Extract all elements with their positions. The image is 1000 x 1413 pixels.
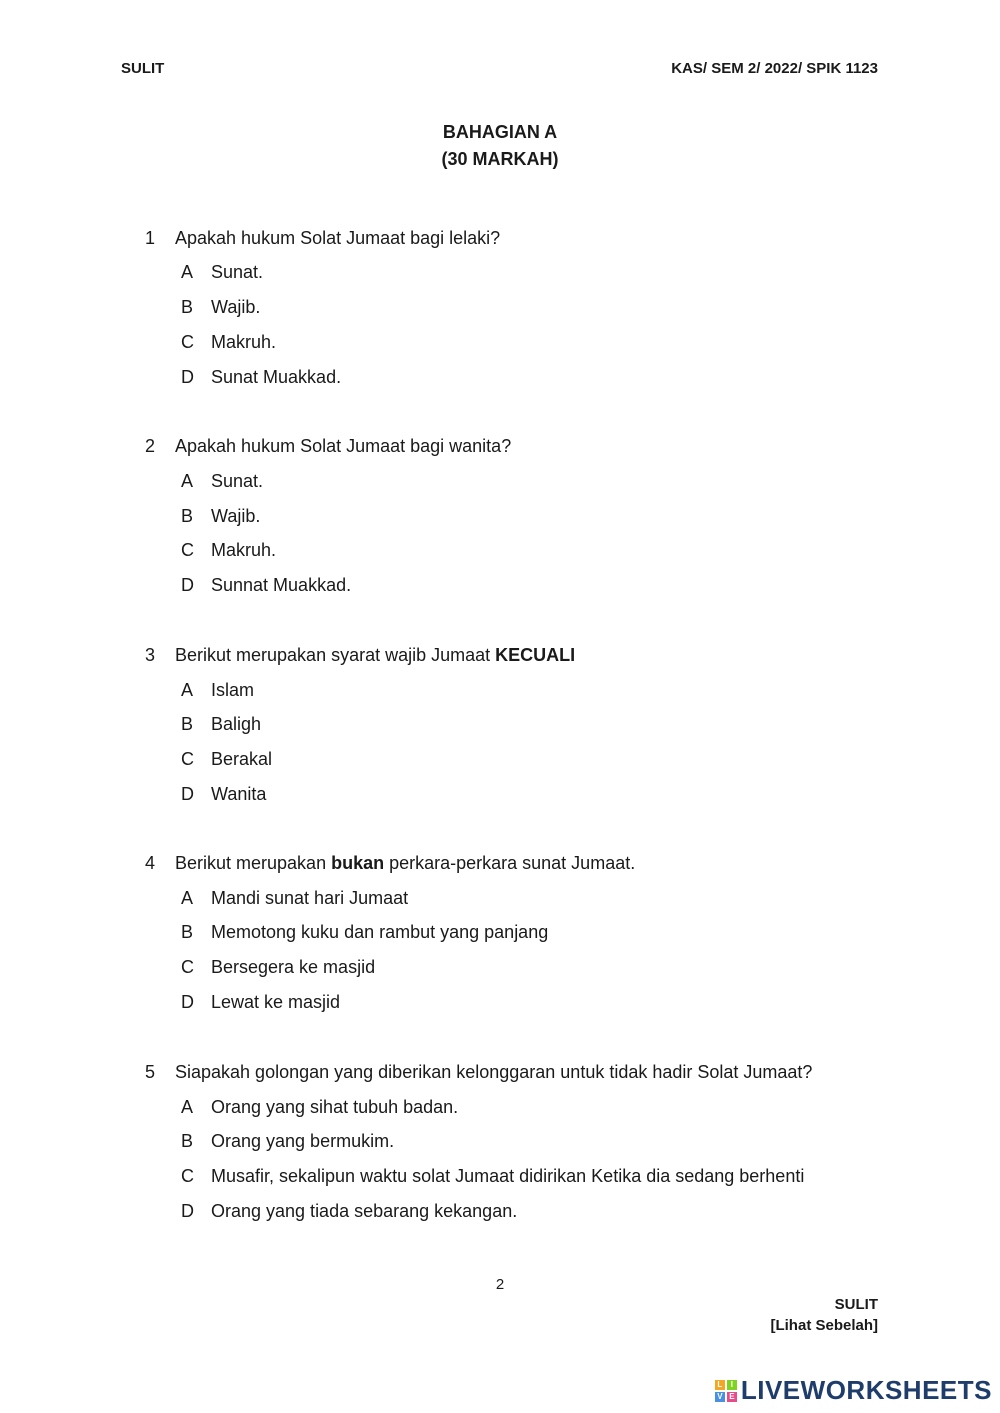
option-letter: B (181, 714, 194, 734)
option-letter: A (181, 888, 194, 908)
liveworksheets-brand[interactable] (715, 1375, 992, 1406)
option-text: Sunnat Muakkad. (211, 575, 352, 595)
option-letter: C (181, 540, 194, 560)
option-text: Sunat. (211, 471, 264, 491)
option-text: Lewat ke masjid (211, 992, 341, 1012)
option-letter: B (181, 1131, 194, 1151)
option-letter: D (181, 1201, 194, 1221)
option-text: Makruh. (211, 540, 277, 560)
option-text: Orang yang bermukim. (211, 1131, 395, 1151)
question-2 (145, 436, 511, 457)
option-text: Islam (211, 680, 255, 700)
question-number: 4 (145, 853, 156, 873)
question-text-end: perkara-perkara sunat Jumaat. (384, 853, 636, 873)
option-text: Wajib. (211, 297, 261, 317)
option-text: Baligh (211, 714, 262, 734)
option-text: Orang yang tiada sebarang kekangan. (211, 1201, 518, 1221)
option-letter: A (181, 1097, 194, 1117)
option-letter: B (181, 506, 194, 526)
brand-text: LIVEWORKSHEETS (740, 1375, 992, 1405)
option-1c[interactable] (181, 332, 276, 353)
footer-sulit: SULIT (834, 1296, 878, 1313)
option-text: Sunat Muakkad. (211, 367, 342, 387)
question-emphasis: KECUALI (495, 645, 576, 665)
option-letter: A (181, 680, 194, 700)
option-5b[interactable] (181, 1131, 394, 1152)
option-text: Musafir, sekalipun waktu solat Jumaat didirikan Ketika dia sedang berhenti (211, 1166, 805, 1186)
option-4a[interactable] (181, 888, 408, 909)
option-5d[interactable] (181, 1201, 517, 1222)
option-text: Berakal (211, 749, 273, 769)
question-number: 3 (145, 645, 156, 665)
option-2a[interactable] (181, 471, 263, 492)
question-number: 5 (145, 1062, 156, 1082)
option-letter: C (181, 1166, 194, 1186)
option-letter: C (181, 957, 194, 977)
option-3b[interactable] (181, 714, 261, 735)
question-3 (145, 645, 575, 666)
option-text: Bersegera ke masjid (211, 957, 376, 977)
option-letter: A (181, 262, 194, 282)
option-letter: A (181, 471, 194, 491)
option-text: Wajib. (211, 506, 261, 526)
option-letter: D (181, 992, 194, 1012)
option-letter: D (181, 367, 194, 387)
question-1 (145, 228, 500, 249)
question-5 (145, 1062, 812, 1083)
question-number: 1 (145, 228, 156, 248)
question-emphasis: bukan (331, 853, 385, 873)
question-text: Apakah hukum Solat Jumaat bagi wanita? (175, 436, 512, 456)
option-3d[interactable] (181, 784, 266, 805)
header-left: SULIT (121, 60, 165, 77)
question-4 (145, 853, 635, 874)
logo-tile: L (715, 1380, 725, 1390)
liveworksheets-logo-icon (715, 1380, 737, 1402)
option-3a[interactable] (181, 680, 254, 701)
question-text: Apakah hukum Solat Jumaat bagi lelaki? (175, 228, 501, 248)
logo-tile: E (727, 1392, 737, 1402)
question-text: Berikut merupakan syarat wajib Jumaat (175, 645, 496, 665)
logo-tile: I (727, 1380, 737, 1390)
option-2b[interactable] (181, 506, 260, 527)
option-5a[interactable] (181, 1097, 458, 1118)
option-letter: B (181, 297, 194, 317)
option-text: Mandi sunat hari Jumaat (211, 888, 409, 908)
option-letter: D (181, 784, 194, 804)
option-text: Memotong kuku dan rambut yang panjang (211, 922, 549, 942)
option-2d[interactable] (181, 575, 351, 596)
question-number: 2 (145, 436, 156, 456)
option-4d[interactable] (181, 992, 340, 1013)
question-text: Berikut merupakan (175, 853, 332, 873)
option-3c[interactable] (181, 749, 272, 770)
page-number: 2 (495, 1276, 505, 1293)
option-text: Makruh. (211, 332, 277, 352)
option-4b[interactable] (181, 922, 548, 943)
option-letter: B (181, 922, 194, 942)
option-letter: C (181, 332, 194, 352)
option-2c[interactable] (181, 540, 276, 561)
header-right: KAS/ SEM 2/ 2022/ SPIK 1123 (671, 60, 878, 77)
section-title: BAHAGIAN A (442, 122, 558, 142)
option-5c[interactable] (181, 1166, 804, 1187)
option-text: Orang yang sihat tubuh badan. (211, 1097, 459, 1117)
logo-tile: V (715, 1392, 725, 1402)
question-text: Siapakah golongan yang diberikan kelonggaran untuk tidak hadir Solat Jumaat? (175, 1062, 813, 1082)
option-1d[interactable] (181, 367, 341, 388)
option-letter: C (181, 749, 194, 769)
option-text: Wanita (211, 784, 267, 804)
footer-next-page: [Lihat Sebelah] (770, 1317, 878, 1334)
option-text: Sunat. (211, 262, 264, 282)
section-marks: (30 MARKAH) (441, 149, 559, 169)
option-1b[interactable] (181, 297, 260, 318)
option-4c[interactable] (181, 957, 375, 978)
option-1a[interactable] (181, 262, 263, 283)
option-letter: D (181, 575, 194, 595)
